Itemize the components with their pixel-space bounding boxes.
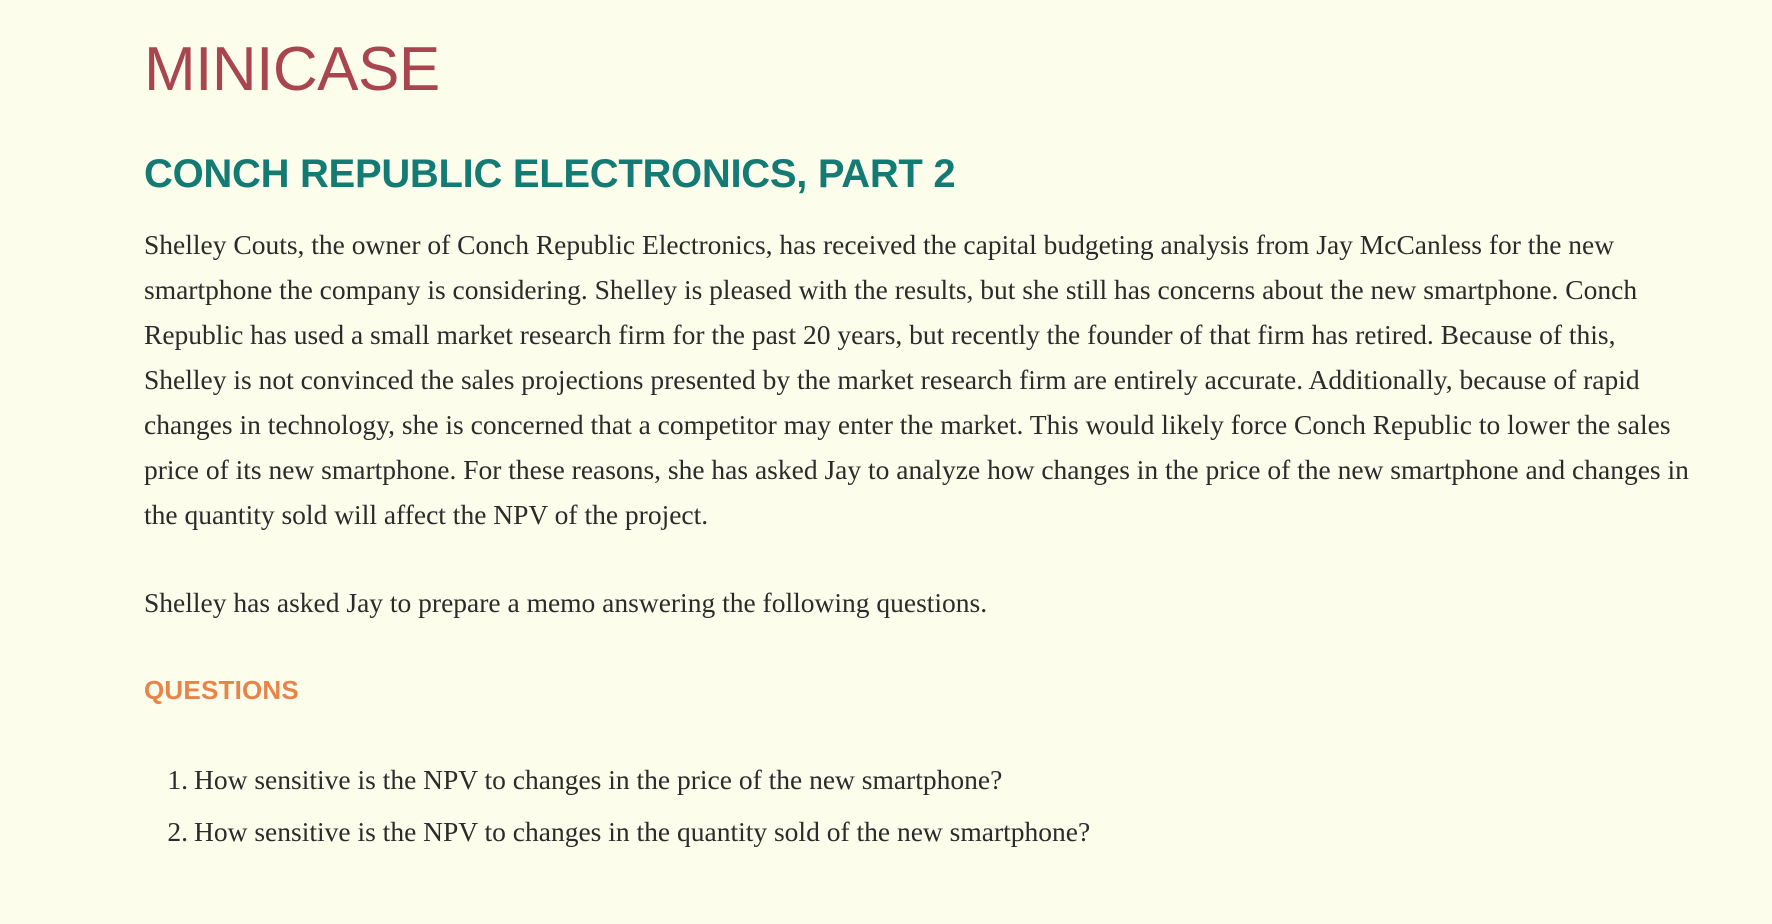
question-text: How sensitive is the NPV to changes in the quantity sold of the new smartphone?	[194, 816, 1091, 847]
section-label: MINICASE	[144, 35, 440, 104]
question-number: 2.	[167, 816, 188, 847]
question-list	[144, 754, 1090, 858]
request-paragraph: Shelley has asked Jay to prepare a memo answering the following questions.	[144, 587, 988, 618]
question-text: How sensitive is the NPV to changes in the price of the new smartphone?	[194, 764, 1003, 795]
question-number: 1.	[167, 764, 188, 795]
case-title: CONCH REPUBLIC ELECTRONICS, PART 2	[144, 152, 956, 196]
question-item	[144, 754, 1090, 806]
question-item	[144, 806, 1090, 858]
questions-heading: QUESTIONS	[144, 675, 299, 705]
intro-paragraph: Shelley Couts, the owner of Conch Republic Electronics, has received the capital budgeting analysis from Jay McCanless for the new smartphone the company is considering. Shelley is pleased with the results, but she still has concerns about the new smartphone. Conch Republic has used a small market research firm for the past 20 years, but recently the founder of that firm has retired. Because of this, Shelley is not convinced the sales projections presented by the market research firm are entirely accurate. Additionally, because of rapid changes in technology, she is concerned that a competitor may enter the market. This would likely force Conch Republic to lower the sales price of its new smartphone. For these reasons, she has asked Jay to analyze how changes in the price of the new smartphone and changes in the quantity sold will affect the NPV of the project.	[144, 229, 1689, 530]
